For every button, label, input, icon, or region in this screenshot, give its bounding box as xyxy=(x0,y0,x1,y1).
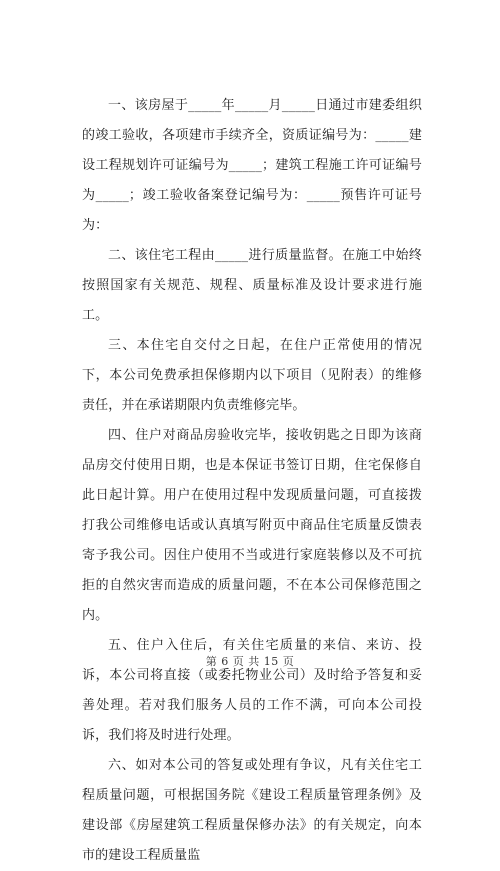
paragraph-3: 三、本住宅自交付之日起，在住户正常使用的情况下，本公司免费承担保修期内以下项目（见附表）的维修责任，并在承诺期限内负责维修完毕。 xyxy=(82,338,422,413)
paragraph-1: 一、该房屋于_____年_____月_____日通过市建委组织的竣工验收，各项建市手续齐全，资质证编号为：_____建设工程规划许可证编号为_____；建筑工程施工许可证编号为_____；竣工验收备案登记编号为：_____预售许可证号为： xyxy=(82,98,422,233)
paragraph-6: 六、如对本公司的答复或处理有争议，凡有关住宅工程质量问题，可根据国务院《建设工程质量管理条例》及建设部《房屋建筑工程质量保修办法》的有关规定，向本市的建设工程质量监 xyxy=(82,758,422,863)
page-footer: 第 6 页 共 15 页 xyxy=(205,655,295,668)
paragraph-5: 五、住户入住后，有关住宅质量的来信、来访、投诉，本公司将直接（或委托物业公司）及时给予答复和妥善处理。若对我们服务人员的工作不满，可向本公司投诉，我们将及时进行处理。 xyxy=(82,638,422,743)
paragraph-2: 二、该住宅工程由_____进行质量监督。在施工中始终按照国家有关规范、规程、质量标准及设计要求进行施工。 xyxy=(82,248,422,323)
document-body xyxy=(82,91,422,871)
paragraph-4: 四、住户对商品房验收完毕，接收钥匙之日即为该商品房交付使用日期，也是本保证书签订日期，住宅保修自此日起计算。用户在使用过程中发现质量问题，可直接拨打我公司维修电话或认真填写附页中商品住宅质量反馈表寄予我公司。因住户使用不当或进行家庭装修以及不可抗拒的自然灾害而造成的质量问题，不在本公司保修范围之内。 xyxy=(82,428,422,623)
